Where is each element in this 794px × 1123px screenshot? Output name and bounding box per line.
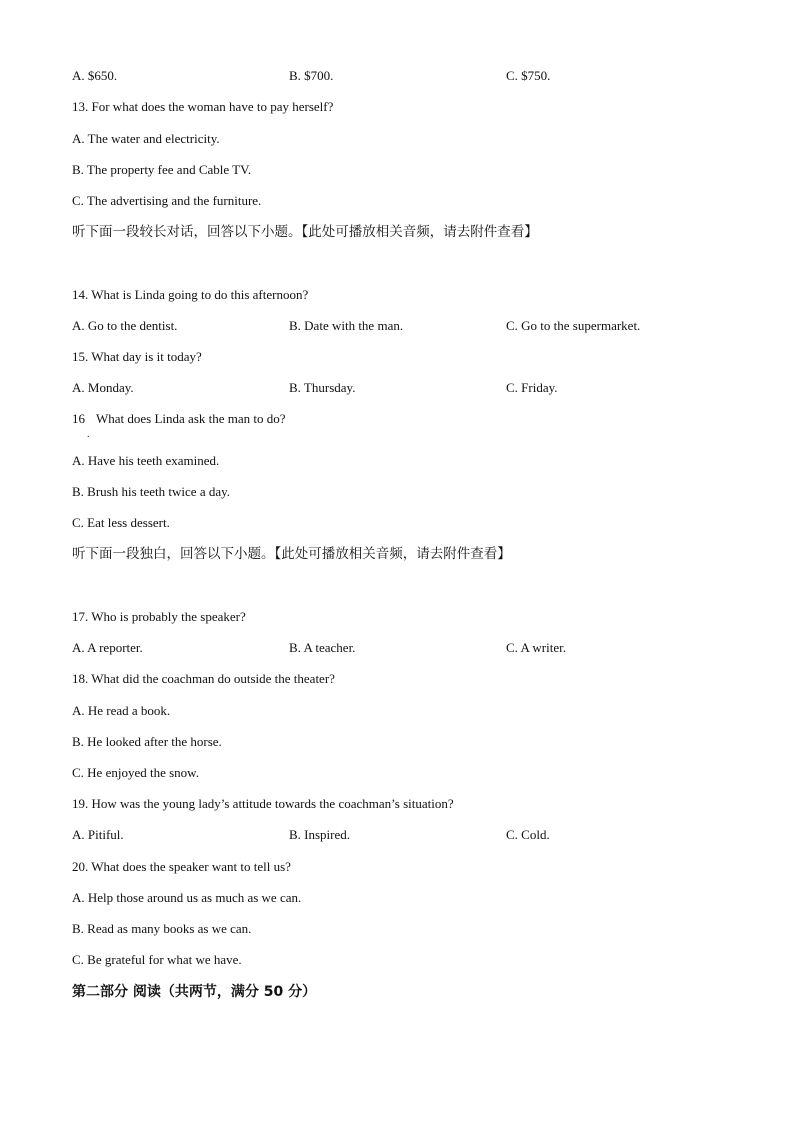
q14-option-a: A. Go to the dentist. bbox=[72, 318, 178, 333]
q15-option-a: A. Monday. bbox=[72, 380, 134, 395]
q13-option-b: B. The property fee and Cable TV. bbox=[72, 162, 252, 177]
q20-question: 20. What does the speaker want to tell us? bbox=[72, 859, 291, 874]
q15-option-c: C. Friday. bbox=[506, 380, 558, 395]
q16-option-b: B. Brush his teeth twice a day. bbox=[72, 484, 231, 499]
q14-option-b: B. Date with the man. bbox=[289, 318, 404, 333]
q13-option-c: C. The advertising and the furniture. bbox=[72, 193, 262, 208]
long-dialog-instruction: 听下面一段较长对话，回答以下小题。【此处可播放相关音频，请去附件查看】 bbox=[72, 224, 538, 240]
q13-option-a: A. The water and electricity. bbox=[72, 131, 220, 146]
q20-option-b: B. Read as many books as we can. bbox=[72, 921, 252, 936]
q12-option-a: A. $650. bbox=[72, 68, 118, 83]
q17-question: 17. Who is probably the speaker? bbox=[72, 609, 246, 624]
q20-option-a: A. Help those around us as much as we can. bbox=[72, 890, 302, 905]
q12-option-c: C. $750. bbox=[506, 68, 551, 83]
q19-option-c: C. Cold. bbox=[506, 827, 550, 842]
q17-option-a: A. A reporter. bbox=[72, 640, 143, 655]
q16-question: What does Linda ask the man to do? bbox=[96, 411, 286, 426]
monologue-instruction: 听下面一段独白，回答以下小题。【此处可播放相关音频，请去附件查看】 bbox=[72, 546, 511, 562]
q19-question: 19. How was the young lady’s attitude towards the coachman’s situation? bbox=[72, 796, 454, 811]
q15-option-b: B. Thursday. bbox=[289, 380, 356, 395]
q17-option-c: C. A writer. bbox=[506, 640, 566, 655]
q14-option-c: C. Go to the supermarket. bbox=[506, 318, 641, 333]
q15-question: 15. What day is it today? bbox=[72, 349, 202, 364]
q18-option-c: C. He enjoyed the snow. bbox=[72, 765, 199, 780]
q14-question: 14. What is Linda going to do this afternoon? bbox=[72, 287, 309, 302]
q13-question: 13. For what does the woman have to pay herself? bbox=[72, 99, 334, 114]
q19-option-a: A. Pitiful. bbox=[72, 827, 124, 842]
q19-option-b: B. Inspired. bbox=[289, 827, 351, 842]
q16-option-a: A. Have his teeth examined. bbox=[72, 453, 220, 468]
q18-option-b: B. He looked after the horse. bbox=[72, 734, 222, 749]
q16-number-period: . bbox=[87, 429, 90, 440]
q18-option-a: A. He read a book. bbox=[72, 703, 171, 718]
q20-option-c: C. Be grateful for what we have. bbox=[72, 952, 242, 967]
section-two-heading: 第二部分 阅读（共两节，满分 50 分） bbox=[72, 984, 317, 1000]
q16-number: 16 bbox=[72, 411, 85, 426]
q16-option-c: C. Eat less dessert. bbox=[72, 515, 170, 530]
q18-question: 18. What did the coachman do outside the theater? bbox=[72, 671, 335, 686]
q17-option-b: B. A teacher. bbox=[289, 640, 356, 655]
q12-option-b: B. $700. bbox=[289, 68, 334, 83]
